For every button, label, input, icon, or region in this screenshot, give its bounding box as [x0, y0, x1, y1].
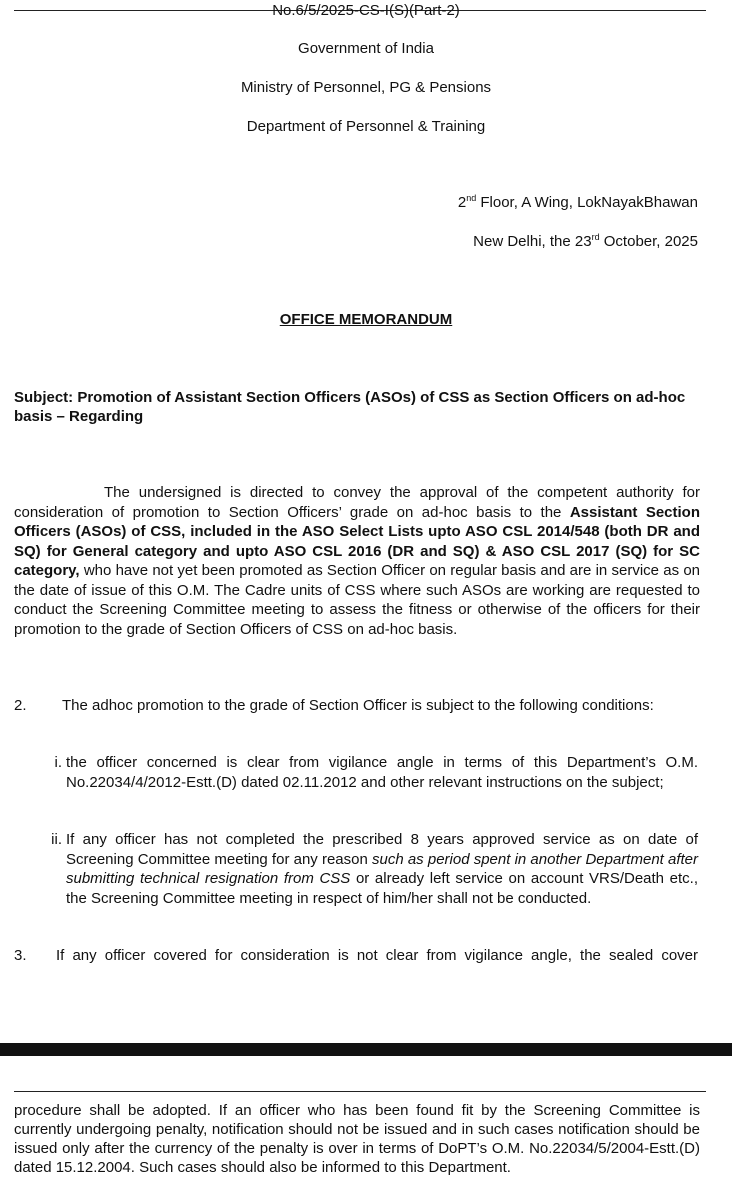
memo-title: OFFICE MEMORANDUM — [279, 311, 453, 328]
ministry-heading: Ministry of Personnel, PG & Pensions — [240, 79, 492, 96]
government-heading: Government of India — [298, 40, 434, 57]
paragraph-3-number: 3. — [14, 947, 27, 964]
condition-ii-italic: such as period spent in another Department after submitting technical resignation from CSS — [66, 850, 699, 887]
subject-line: Subject: Promotion of Assistant Section Officers (ASOs) of CSS as Section Officers on ad-hoc basis – Regarding — [14, 389, 686, 425]
paragraph-1-bold: Assistant Section Officers (ASOs) of CSS, included in the ASO Select Lists upto ASO CSL 2014/548 (both DR and SQ) for General category and upto ASO CSL 2016 (DR and SQ) & ASO CSL 2017 (SQ) for SC category, — [14, 503, 700, 579]
paragraph-2-number: 2. — [14, 697, 27, 714]
paragraph-3-text: If any officer covered for consideration is not clear from vigilance angle, the sealed cover — [56, 947, 698, 964]
file-number: No.6/5/2025-CS-I(S)(Part-2) — [272, 2, 460, 19]
condition-i-marker: i. — [54, 754, 62, 771]
memo-date: New Delhi, the 23rd October, 2025 — [473, 232, 698, 250]
bottom-divider — [14, 1091, 706, 1092]
continuation-paragraph: procedure shall be adopted. If an officer who has been found fit by the Screening Committee is currently undergoing penalty, notification should not be issued and in such cases notification should be issued only after the currency of the penalty is over in terms of DoPT’s O.M. No.22034/5/2004-Estt.(D) dated 15.12.2004. Such cases should also be informed to this Department. — [14, 1102, 700, 1176]
condition-ii-text: If any officer has not completed the prescribed 8 years approved service as on date of Screening Committee meeting for any reason such as period spent in another Department after submitting technical resignation from CSS or already left service on account VRS/Death etc., the Screening Committee meeting in respect of him/her shall not be conducted. — [66, 831, 699, 907]
condition-ii-marker: ii. — [51, 831, 62, 848]
page-break-bar — [0, 1043, 732, 1056]
department-heading: Department of Personnel & Training — [246, 118, 486, 135]
office-address: 2nd Floor, A Wing, LokNayakBhawan — [457, 193, 698, 211]
paragraph-2-text: The adhoc promotion to the grade of Section Officer is subject to the following conditions: — [62, 697, 654, 714]
condition-i-text: the officer concerned is clear from vigilance angle in terms of this Department’s O.M. No.22034/4/2012-Estt.(D) dated 02.11.2012 and other relevant instructions on the subject; — [66, 754, 698, 791]
paragraph-1: The undersigned is directed to convey the approval of the competent authority for consideration of promotion to Section Officers’ grade on ad-hoc basis to the Assistant Section Officers (ASOs) of CSS, included in the ASO Select Lists upto ASO CSL 2014/548 (both DR and SQ) for General category and upto ASO CSL 2016 (DR and SQ) & ASO CSL 2017 (SQ) for SC category, who have not yet been promoted as Section Officer on regular basis and are in service as on the date of issue of this O.M. The Cadre units of CSS where such ASOs are working are requested to conduct the Screening Committee meeting to assess the fitness or otherwise of the officers for their promotion to the grade of Section Officers of CSS on ad-hoc basis. — [14, 484, 700, 638]
